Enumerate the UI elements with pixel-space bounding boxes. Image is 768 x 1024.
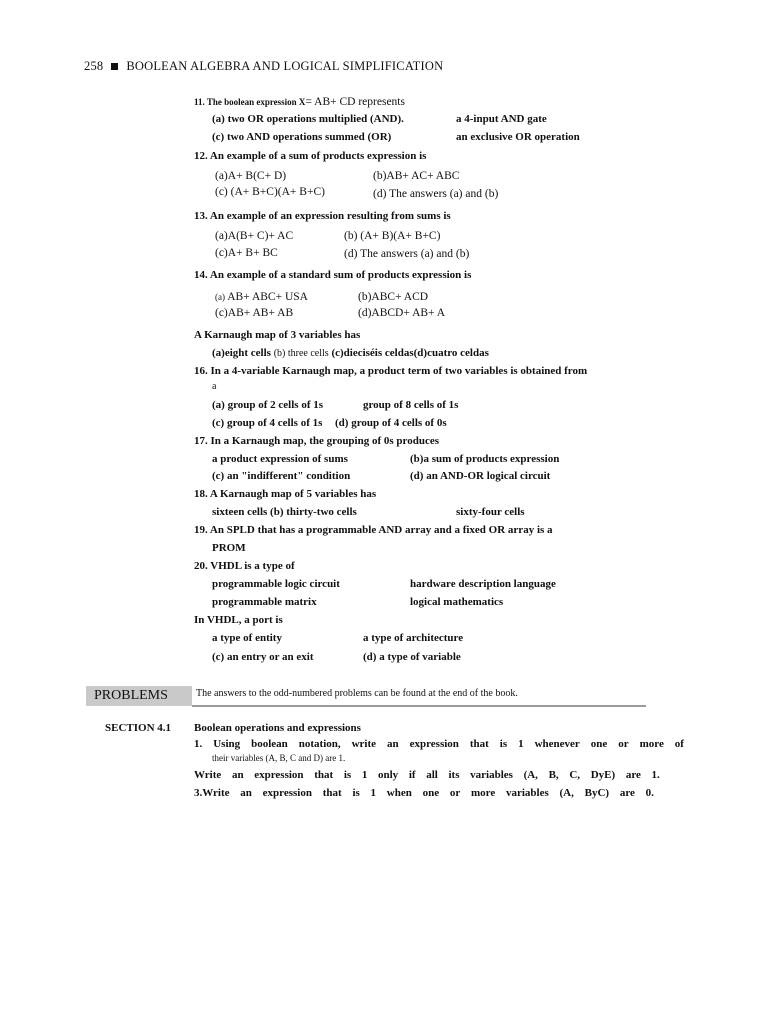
- word: is: [499, 738, 508, 750]
- word: are: [625, 769, 641, 781]
- q18-option-ab: sixteen cells (b) thirty-two cells: [212, 506, 357, 518]
- q11-option-a: (a) two OR operations multiplied (AND).: [212, 113, 404, 125]
- q20-option-a: programmable logic circuit: [212, 578, 340, 590]
- word: all: [426, 769, 438, 781]
- q13-option-d: (d) The answers (a) and (b): [344, 248, 470, 260]
- word: or: [449, 787, 461, 799]
- q19-stem: 19. An SPLD that has a programmable AND array and a fixed OR array is a: [194, 524, 553, 536]
- word: of: [674, 738, 684, 750]
- page-header: [84, 59, 443, 74]
- word: are: [619, 787, 635, 799]
- q19-option-a: PROM: [212, 542, 246, 554]
- problems-rule: [192, 705, 646, 707]
- problem-1-cont: their variables (A, B, C and D) are 1.: [212, 753, 346, 763]
- q14-option-d: (d)ABCD+ AB+ A: [358, 307, 446, 319]
- word: 1: [361, 769, 368, 781]
- word: Write: [194, 769, 222, 781]
- word: one: [590, 738, 608, 750]
- word: 0.: [645, 787, 654, 799]
- q21-option-d: (d) a type of variable: [363, 651, 461, 663]
- q12-option-b: (b)AB+ AC+ ABC: [373, 170, 460, 182]
- word: C,: [569, 769, 581, 781]
- section-label: SECTION 4.1: [105, 722, 172, 734]
- problem-1: [194, 738, 684, 750]
- word: that: [322, 787, 342, 799]
- q20-option-c: programmable matrix: [212, 596, 317, 608]
- word: ByC): [584, 787, 610, 799]
- word: expression: [254, 769, 304, 781]
- q17-option-b: (b)a sum of products expression: [410, 453, 560, 465]
- q12-stem: 12. An example of a sum of products expression is: [194, 150, 427, 162]
- q16-stem: 16. In a 4-variable Karnaugh map, a product term of two variables is obtained from: [194, 365, 588, 377]
- word: B,: [548, 769, 559, 781]
- problem-3: [194, 787, 654, 799]
- word: (A,: [559, 787, 574, 799]
- q14-option-b: (b)ABC+ ACD: [358, 291, 429, 303]
- q15-options: (a)eight cells (b) three cells (c)dieciséis celdas(d)cuatro celdas: [212, 347, 489, 359]
- word: more: [639, 738, 664, 750]
- q13-stem: 13. An example of an expression resulting from sums is: [194, 210, 451, 222]
- word: variables: [505, 787, 549, 799]
- word: an: [387, 738, 399, 750]
- word: is: [343, 769, 352, 781]
- q20-option-b: hardware description language: [410, 578, 556, 590]
- q17-stem: 17. In a Karnaugh map, the grouping of 0s produces: [194, 435, 440, 447]
- q13-option-a: (a)A(B+ C)+ AC: [215, 230, 294, 242]
- page-number: 258: [84, 59, 104, 73]
- word: 1: [518, 738, 524, 750]
- q16-option-d: (d) group of 4 cells of 0s: [335, 417, 447, 429]
- q16-option-a: (a) group of 2 cells of 1s: [212, 399, 324, 411]
- square-bullet-icon: [111, 63, 118, 70]
- word: 1.: [651, 769, 660, 781]
- q21-option-c: (c) an entry or an exit: [212, 651, 314, 663]
- word: only: [377, 769, 399, 781]
- q14-option-a: (a) AB+ ABC+ USA: [215, 291, 308, 303]
- q21-stem: In VHDL, a port is: [194, 614, 283, 626]
- word: expression: [262, 787, 312, 799]
- q16-option-b: group of 8 cells of 1s: [363, 399, 459, 411]
- q14-stem: 14. An example of a standard sum of products expression is: [194, 269, 472, 281]
- q12-option-a: (a)A+ B(C+ D): [215, 170, 287, 182]
- q11-stem: 11. The boolean expression X= AB+ CD represents: [194, 96, 405, 108]
- q18-stem: 18. A Karnaugh map of 5 variables has: [194, 488, 377, 500]
- q11-option-d: an exclusive OR operation: [456, 131, 580, 143]
- problem-2: [194, 769, 660, 781]
- chapter-title: BOOLEAN ALGEBRA AND LOGICAL SIMPLIFICATION: [126, 59, 444, 73]
- word: boolean: [251, 738, 288, 750]
- word: DyE): [590, 769, 616, 781]
- word: 1: [370, 787, 377, 799]
- q13-option-c: (c)A+ B+ BC: [215, 247, 278, 259]
- word: whenever: [534, 738, 580, 750]
- q17-option-c: (c) an "indifferent" condition: [212, 470, 351, 482]
- q20-stem: 20. VHDL is a type of: [194, 560, 295, 572]
- word: write: [351, 738, 377, 750]
- word: more: [470, 787, 496, 799]
- word: that: [314, 769, 334, 781]
- problems-heading: PROBLEMS: [86, 686, 192, 706]
- word: an: [240, 787, 252, 799]
- word: expression: [409, 738, 459, 750]
- q21-option-b: a type of architecture: [363, 632, 464, 644]
- word: or: [618, 738, 629, 750]
- word: that: [469, 738, 489, 750]
- word: notation,: [298, 738, 341, 750]
- word: when: [386, 787, 412, 799]
- section-title: Boolean operations and expressions: [194, 722, 361, 734]
- q14-option-c: (c)AB+ AB+ AB: [215, 307, 294, 319]
- word: an: [231, 769, 244, 781]
- q13-option-b: (b) (A+ B)(A+ B+C): [344, 230, 441, 242]
- q11-option-b: a 4-input AND gate: [456, 113, 547, 125]
- word: 1.: [194, 738, 203, 750]
- word: 3.Write: [194, 787, 230, 799]
- q12-option-d: (d) The answers (a) and (b): [373, 188, 499, 200]
- q16-stem-cont: a: [212, 381, 217, 392]
- q15-stem: A Karnaugh map of 3 variables has: [194, 329, 361, 341]
- q11-option-c: (c) two AND operations summed (OR): [212, 131, 392, 143]
- problems-note: The answers to the odd-numbered problems can be found at the end of the book.: [196, 688, 518, 699]
- q21-option-a: a type of entity: [212, 632, 282, 644]
- word: Using: [213, 738, 241, 750]
- q17-option-d: (d) an AND-OR logical circuit: [410, 470, 551, 482]
- q18-option-c: sixty-four cells: [456, 506, 525, 518]
- q20-option-d: logical mathematics: [410, 596, 504, 608]
- word: if: [408, 769, 416, 781]
- q16-option-c: (c) group of 4 cells of 1s: [212, 417, 323, 429]
- word: its: [448, 769, 460, 781]
- q17-option-a: a product expression of sums: [212, 453, 348, 465]
- word: is: [352, 787, 360, 799]
- word: variables: [470, 769, 513, 781]
- q12-option-c: (c) (A+ B+C)(A+ B+C): [215, 186, 325, 198]
- word: (A,: [523, 769, 538, 781]
- word: one: [422, 787, 440, 799]
